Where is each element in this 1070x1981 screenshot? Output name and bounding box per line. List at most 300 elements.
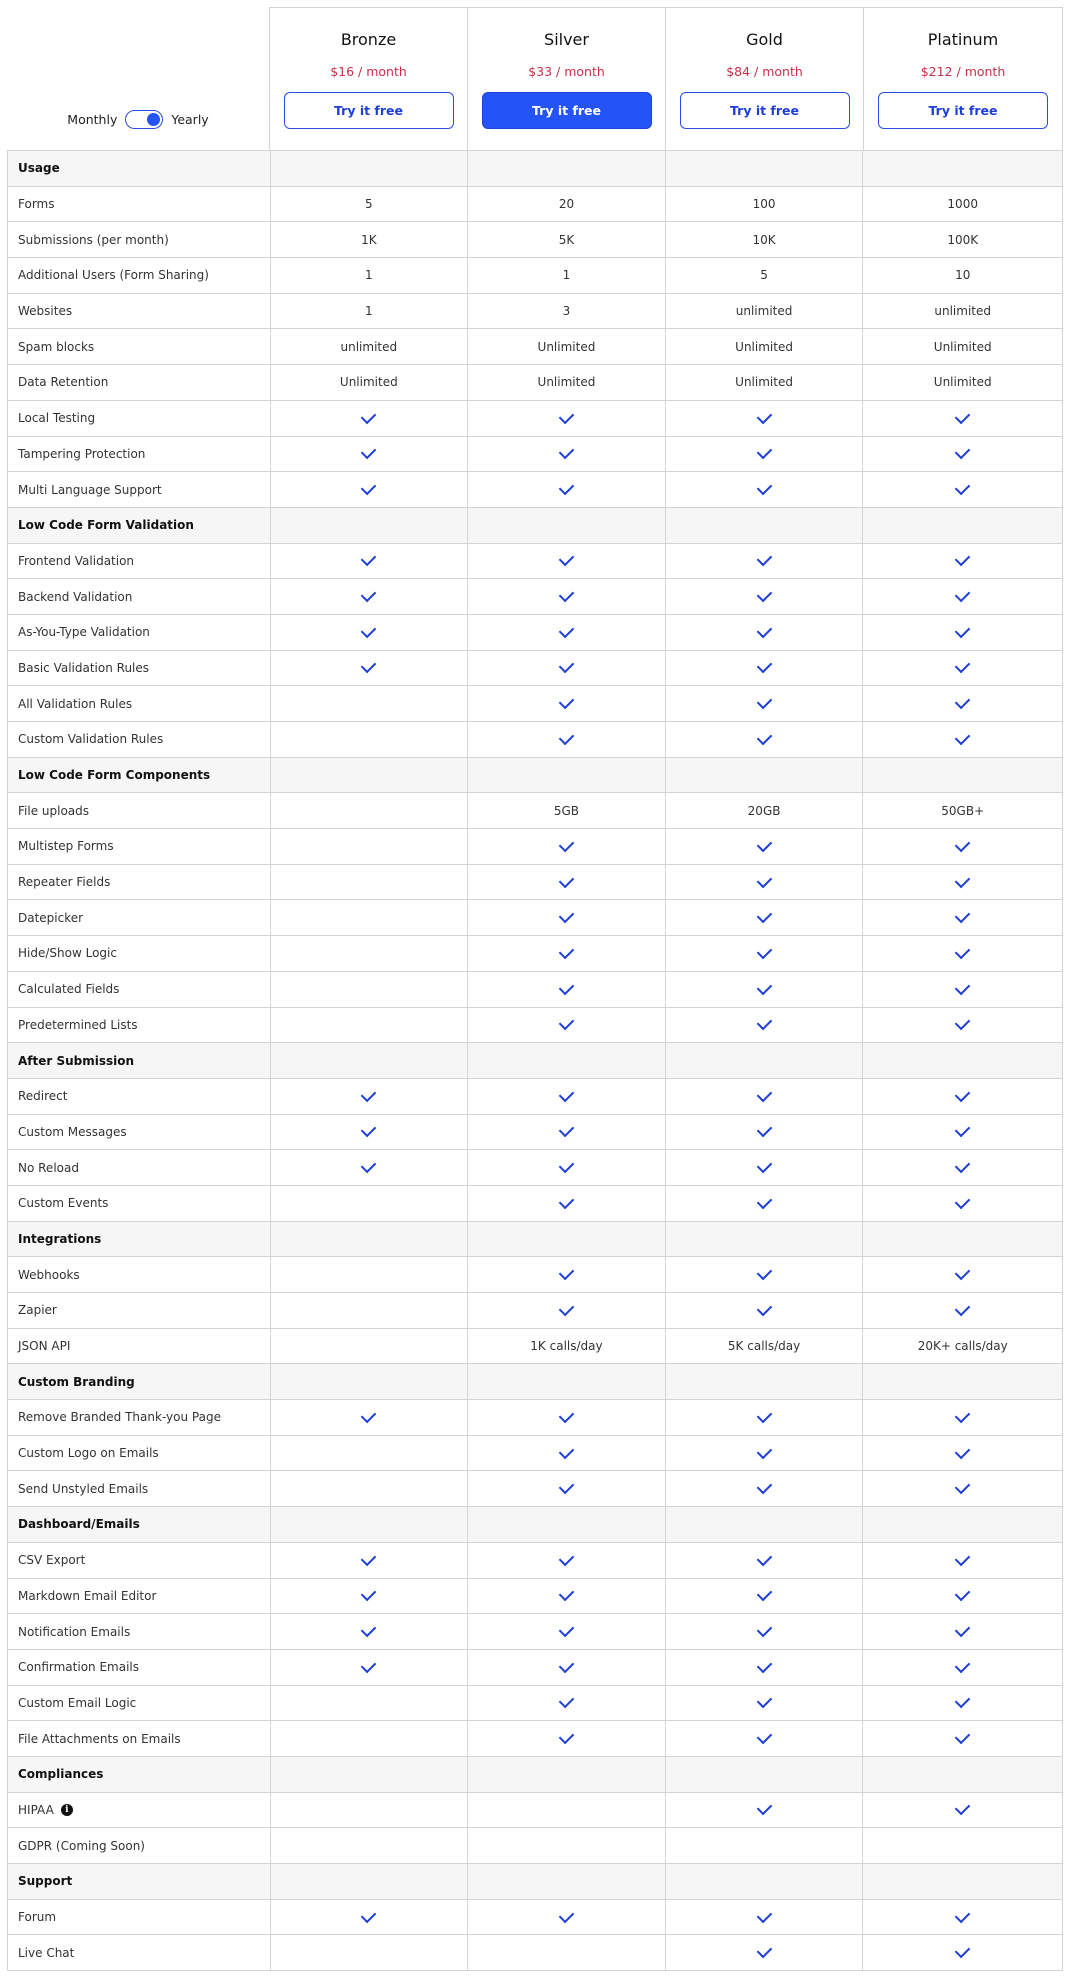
feature-label (8, 294, 270, 329)
check-icon (361, 623, 377, 639)
check-icon (559, 444, 575, 460)
feature-label (8, 1793, 270, 1828)
feature-label-text: Submissions (per month) (18, 232, 169, 247)
check-icon (559, 1194, 575, 1210)
plan-silver (467, 7, 665, 150)
section-cell (862, 151, 1062, 186)
feature-value-bronze (270, 1329, 468, 1364)
feature-label (8, 1471, 270, 1506)
feature-value-gold: Unlimited (665, 329, 863, 364)
section-header-row (8, 757, 1062, 793)
check-icon (559, 658, 575, 674)
check-icon (756, 979, 772, 995)
section-cell (665, 758, 863, 793)
feature-label-text: Frontend Validation (18, 553, 135, 568)
feature-row (8, 935, 1062, 971)
section-header-row (8, 1042, 1062, 1078)
feature-value-bronze (270, 1436, 468, 1471)
feature-value-silver (467, 972, 665, 1007)
feature-label (8, 258, 270, 293)
feature-value-silver (467, 1793, 665, 1828)
feature-row (8, 899, 1062, 935)
feature-value-silver (467, 1828, 665, 1863)
check-icon (559, 1907, 575, 1923)
feature-value-bronze (270, 722, 468, 757)
check-icon (955, 1408, 971, 1424)
feature-value-gold (665, 651, 863, 686)
feature-value-bronze (270, 1579, 468, 1614)
section-cell (467, 1364, 665, 1399)
feature-value-bronze (270, 829, 468, 864)
feature-label-text: Data Retention (18, 375, 109, 390)
check-icon (361, 658, 377, 674)
feature-label (8, 544, 270, 579)
check-icon (756, 1657, 772, 1673)
feature-value-bronze (270, 1008, 468, 1043)
section-title: Dashboard/Emails (18, 1517, 140, 1532)
check-icon (955, 694, 971, 710)
feature-value-silver (467, 1471, 665, 1506)
feature-value-platinum: 1000 (862, 187, 1062, 222)
feature-label-text: GDPR (Coming Soon) (18, 1838, 145, 1853)
feature-row (8, 1078, 1062, 1114)
try-free-button-bronze[interactable]: Try it free (284, 92, 454, 129)
feature-value-bronze (270, 1935, 468, 1970)
feature-label (8, 1400, 270, 1435)
feature-value-silver (467, 1650, 665, 1685)
feature-row (8, 1292, 1062, 1328)
feature-value-gold (665, 722, 863, 757)
feature-label-text: Remove Branded Thank-you Page (18, 1410, 221, 1425)
feature-value-bronze (270, 1614, 468, 1649)
feature-value-platinum (862, 1650, 1062, 1685)
check-icon (559, 1265, 575, 1281)
check-icon (361, 1657, 377, 1673)
feature-row (8, 792, 1062, 828)
check-icon (559, 1015, 575, 1031)
feature-value-gold (665, 544, 863, 579)
feature-value-silver (467, 686, 665, 721)
check-icon (955, 1800, 971, 1816)
feature-value-bronze (270, 651, 468, 686)
feature-value-gold (665, 579, 863, 614)
feature-value-bronze: 1K (270, 222, 468, 257)
billing-period-toggle[interactable] (125, 110, 163, 129)
check-icon (756, 1693, 772, 1709)
check-icon (756, 1408, 772, 1424)
check-icon (756, 623, 772, 639)
feature-row (8, 364, 1062, 400)
section-title: Usage (18, 161, 60, 176)
check-icon (559, 1622, 575, 1638)
feature-row (8, 828, 1062, 864)
feature-row (8, 400, 1062, 436)
feature-value-silver (467, 579, 665, 614)
check-icon (756, 1015, 772, 1031)
try-free-button-gold[interactable]: Try it free (680, 92, 850, 129)
check-icon (559, 1479, 575, 1495)
feature-label (8, 1935, 270, 1970)
feature-label-text: Calculated Fields (18, 982, 120, 997)
feature-value-silver (467, 900, 665, 935)
feature-value-bronze (270, 544, 468, 579)
feature-value-bronze: 5 (270, 187, 468, 222)
feature-label (8, 722, 270, 757)
feature-value-gold (665, 437, 863, 472)
feature-label-text: Custom Logo on Emails (18, 1446, 159, 1461)
feature-value-bronze: unlimited (270, 329, 468, 364)
plan-price: $16 / month (330, 64, 407, 79)
pricing-comparison-table (7, 7, 1063, 1971)
feature-value-gold (665, 1900, 863, 1935)
feature-label-text: No Reload (18, 1160, 79, 1175)
feature-value-silver (467, 1436, 665, 1471)
feature-value-bronze (270, 437, 468, 472)
check-icon (756, 551, 772, 567)
feature-label-text: Redirect (18, 1089, 68, 1104)
feature-value-silver: 1K calls/day (467, 1329, 665, 1364)
section-cell (862, 1507, 1062, 1542)
feature-label (8, 1150, 270, 1185)
section-cell (665, 1757, 863, 1792)
feature-value-gold: 5 (665, 258, 863, 293)
feature-value-bronze (270, 900, 468, 935)
section-cell (270, 1864, 468, 1899)
feature-row (8, 685, 1062, 721)
check-icon (955, 979, 971, 995)
feature-value-bronze (270, 579, 468, 614)
plan-platinum (863, 7, 1063, 150)
check-icon (361, 1158, 377, 1174)
section-cell (862, 1364, 1062, 1399)
check-icon (955, 1122, 971, 1138)
check-icon (361, 444, 377, 460)
feature-value-gold (665, 1115, 863, 1150)
feature-label (8, 1579, 270, 1614)
check-icon (756, 1301, 772, 1317)
check-icon (559, 408, 575, 424)
check-icon (955, 1729, 971, 1745)
feature-label-text: Spam blocks (18, 339, 95, 354)
feature-value-silver: 5K (467, 222, 665, 257)
feature-row (8, 1185, 1062, 1221)
feature-label (8, 1293, 270, 1328)
plan-bronze (269, 7, 467, 150)
section-cell (467, 1864, 665, 1899)
feature-row (8, 1542, 1062, 1578)
feature-row (8, 864, 1062, 900)
feature-row (8, 1328, 1062, 1364)
section-cell (467, 758, 665, 793)
check-icon (756, 908, 772, 924)
check-icon (955, 658, 971, 674)
feature-value-platinum (862, 1150, 1062, 1185)
check-icon (955, 837, 971, 853)
feature-row (8, 1470, 1062, 1506)
check-icon (955, 444, 971, 460)
check-icon (756, 1194, 772, 1210)
feature-value-bronze (270, 1650, 468, 1685)
check-icon (756, 837, 772, 853)
check-icon (955, 908, 971, 924)
feature-value-bronze (270, 1686, 468, 1721)
feature-label (8, 1900, 270, 1935)
feature-value-platinum (862, 722, 1062, 757)
feature-row (8, 971, 1062, 1007)
feature-row (8, 1792, 1062, 1828)
feature-row (8, 1256, 1062, 1292)
feature-value-gold: 5K calls/day (665, 1329, 863, 1364)
section-cell (665, 1043, 863, 1078)
feature-value-silver (467, 651, 665, 686)
feature-value-bronze (270, 401, 468, 436)
feature-label-text: Forum (18, 1910, 57, 1925)
section-cell (467, 1757, 665, 1792)
section-cell (270, 151, 468, 186)
section-header-row (8, 1863, 1062, 1899)
check-icon (559, 1586, 575, 1602)
feature-value-silver: 1 (467, 258, 665, 293)
feature-value-platinum: Unlimited (862, 365, 1062, 400)
check-icon (955, 408, 971, 424)
feature-value-gold: 10K (665, 222, 863, 257)
feature-value-platinum (862, 579, 1062, 614)
feature-row (8, 436, 1062, 472)
feature-label (8, 793, 270, 828)
try-free-button-silver[interactable]: Try it free (482, 92, 652, 129)
feature-value-gold (665, 1186, 863, 1221)
section-title: Support (18, 1874, 73, 1889)
yearly-label[interactable]: Yearly (171, 112, 209, 127)
plan-name: Silver (544, 30, 589, 49)
check-icon (756, 1800, 772, 1816)
feature-value-bronze (270, 972, 468, 1007)
feature-label (8, 472, 270, 507)
feature-label-text: File uploads (18, 803, 90, 818)
check-icon (559, 1729, 575, 1745)
section-cell (665, 151, 863, 186)
feature-label-text: Custom Messages (18, 1124, 127, 1139)
feature-label-text: HIPAA (18, 1802, 54, 1817)
feature-row (8, 721, 1062, 757)
feature-value-platinum: unlimited (862, 294, 1062, 329)
feature-value-silver: 3 (467, 294, 665, 329)
section-cell (665, 1507, 863, 1542)
feature-value-platinum (862, 1079, 1062, 1114)
feature-value-gold (665, 1793, 863, 1828)
feature-value-gold (665, 1150, 863, 1185)
check-icon (559, 944, 575, 960)
feature-label (8, 437, 270, 472)
check-icon (756, 1622, 772, 1638)
feature-row (8, 578, 1062, 614)
feature-value-silver: Unlimited (467, 365, 665, 400)
feature-value-silver (467, 1721, 665, 1756)
check-icon (955, 1943, 971, 1959)
feature-label-text: All Validation Rules (18, 696, 133, 711)
feature-value-gold (665, 615, 863, 650)
feature-label-text: Multi Language Support (18, 482, 162, 497)
section-cell (270, 758, 468, 793)
feature-label-text: File Attachments on Emails (18, 1731, 181, 1746)
feature-value-bronze (270, 1793, 468, 1828)
check-icon (559, 1693, 575, 1709)
check-icon (361, 1907, 377, 1923)
check-icon (361, 551, 377, 567)
feature-value-silver (467, 865, 665, 900)
feature-value-silver (467, 1400, 665, 1435)
check-icon (955, 1158, 971, 1174)
feature-value-platinum (862, 1686, 1062, 1721)
feature-row (8, 1685, 1062, 1721)
feature-value-platinum (862, 1543, 1062, 1578)
feature-value-bronze (270, 1721, 468, 1756)
section-cell (665, 1364, 863, 1399)
check-icon (756, 1907, 772, 1923)
feature-label-text: Notification Emails (18, 1624, 131, 1639)
feature-label (8, 1008, 270, 1043)
feature-value-silver (467, 615, 665, 650)
feature-value-bronze (270, 1900, 468, 1935)
feature-label (8, 1186, 270, 1221)
feature-label-text: Custom Validation Rules (18, 732, 164, 747)
check-icon (955, 1015, 971, 1031)
feature-value-silver (467, 1900, 665, 1935)
check-icon (955, 1693, 971, 1709)
feature-label (8, 829, 270, 864)
check-icon (955, 944, 971, 960)
plan-name: Bronze (340, 30, 397, 49)
feature-value-platinum (862, 544, 1062, 579)
check-icon (756, 1729, 772, 1745)
section-cell (270, 1043, 468, 1078)
feature-label (8, 686, 270, 721)
feature-label (8, 1115, 270, 1150)
section-header-row (8, 1756, 1062, 1792)
check-icon (756, 694, 772, 710)
feature-value-gold (665, 1579, 863, 1614)
feature-value-bronze (270, 1150, 468, 1185)
feature-value-silver (467, 1614, 665, 1649)
check-icon (756, 480, 772, 496)
check-icon (559, 1550, 575, 1566)
feature-value-silver (467, 1543, 665, 1578)
check-icon (559, 551, 575, 567)
feature-value-platinum (862, 472, 1062, 507)
check-icon (756, 944, 772, 960)
check-icon (955, 1265, 971, 1281)
feature-value-silver (467, 1008, 665, 1043)
feature-value-silver (467, 1115, 665, 1150)
feature-value-silver: Unlimited (467, 329, 665, 364)
feature-value-platinum (862, 936, 1062, 971)
section-cell (467, 1222, 665, 1257)
feature-value-silver (467, 437, 665, 472)
check-icon (955, 587, 971, 603)
feature-value-platinum (862, 829, 1062, 864)
check-icon (756, 730, 772, 746)
check-icon (559, 1086, 575, 1102)
section-cell (665, 508, 863, 543)
feature-value-silver (467, 1686, 665, 1721)
section-cell (862, 1043, 1062, 1078)
feature-row (8, 650, 1062, 686)
section-cell (270, 1364, 468, 1399)
feature-label (8, 1614, 270, 1649)
feature-value-platinum (862, 437, 1062, 472)
check-icon (559, 1158, 575, 1174)
feature-label (8, 401, 270, 436)
check-icon (361, 408, 377, 424)
feature-value-gold (665, 1543, 863, 1578)
check-icon (559, 730, 575, 746)
feature-label (8, 1828, 270, 1863)
section-cell (862, 1864, 1062, 1899)
feature-value-bronze (270, 865, 468, 900)
section-header-row (8, 1506, 1062, 1542)
feature-label-text: CSV Export (18, 1553, 86, 1568)
feature-value-bronze (270, 1828, 468, 1863)
check-icon (361, 1408, 377, 1424)
feature-value-bronze (270, 936, 468, 971)
feature-value-platinum (862, 1115, 1062, 1150)
check-icon (559, 908, 575, 924)
feature-row (8, 471, 1062, 507)
section-cell (467, 1043, 665, 1078)
pricing-header (7, 7, 1063, 150)
feature-value-platinum (862, 401, 1062, 436)
check-icon (559, 1443, 575, 1459)
feature-value-platinum (862, 1471, 1062, 1506)
check-icon (756, 1586, 772, 1602)
feature-label-text: Markdown Email Editor (18, 1588, 157, 1603)
feature-row (8, 1114, 1062, 1150)
feature-value-gold (665, 1079, 863, 1114)
check-icon (955, 1907, 971, 1923)
feature-value-platinum (862, 1579, 1062, 1614)
feature-value-gold (665, 900, 863, 935)
feature-table-body (7, 150, 1063, 1971)
check-icon (756, 408, 772, 424)
feature-row (8, 1399, 1062, 1435)
check-icon (955, 1657, 971, 1673)
check-icon (756, 872, 772, 888)
feature-row (8, 1934, 1062, 1970)
section-title: Custom Branding (18, 1374, 135, 1389)
section-cell (862, 508, 1062, 543)
feature-row (8, 1435, 1062, 1471)
check-icon (955, 1443, 971, 1459)
feature-row (8, 614, 1062, 650)
section-title: After Submission (18, 1053, 135, 1068)
feature-value-silver (467, 472, 665, 507)
check-icon (756, 1158, 772, 1174)
check-icon (756, 1265, 772, 1281)
feature-value-bronze (270, 793, 468, 828)
info-icon[interactable]: i (61, 1804, 73, 1816)
feature-value-gold (665, 1721, 863, 1756)
monthly-label[interactable]: Monthly (67, 112, 118, 127)
feature-value-gold (665, 401, 863, 436)
try-free-button-platinum[interactable]: Try it free (878, 92, 1048, 129)
feature-label (8, 187, 270, 222)
feature-row (8, 1720, 1062, 1756)
feature-label-text: Repeater Fields (18, 875, 111, 890)
feature-label (8, 222, 270, 257)
feature-value-platinum (862, 972, 1062, 1007)
section-title: Compliances (18, 1767, 104, 1782)
feature-value-silver (467, 1293, 665, 1328)
